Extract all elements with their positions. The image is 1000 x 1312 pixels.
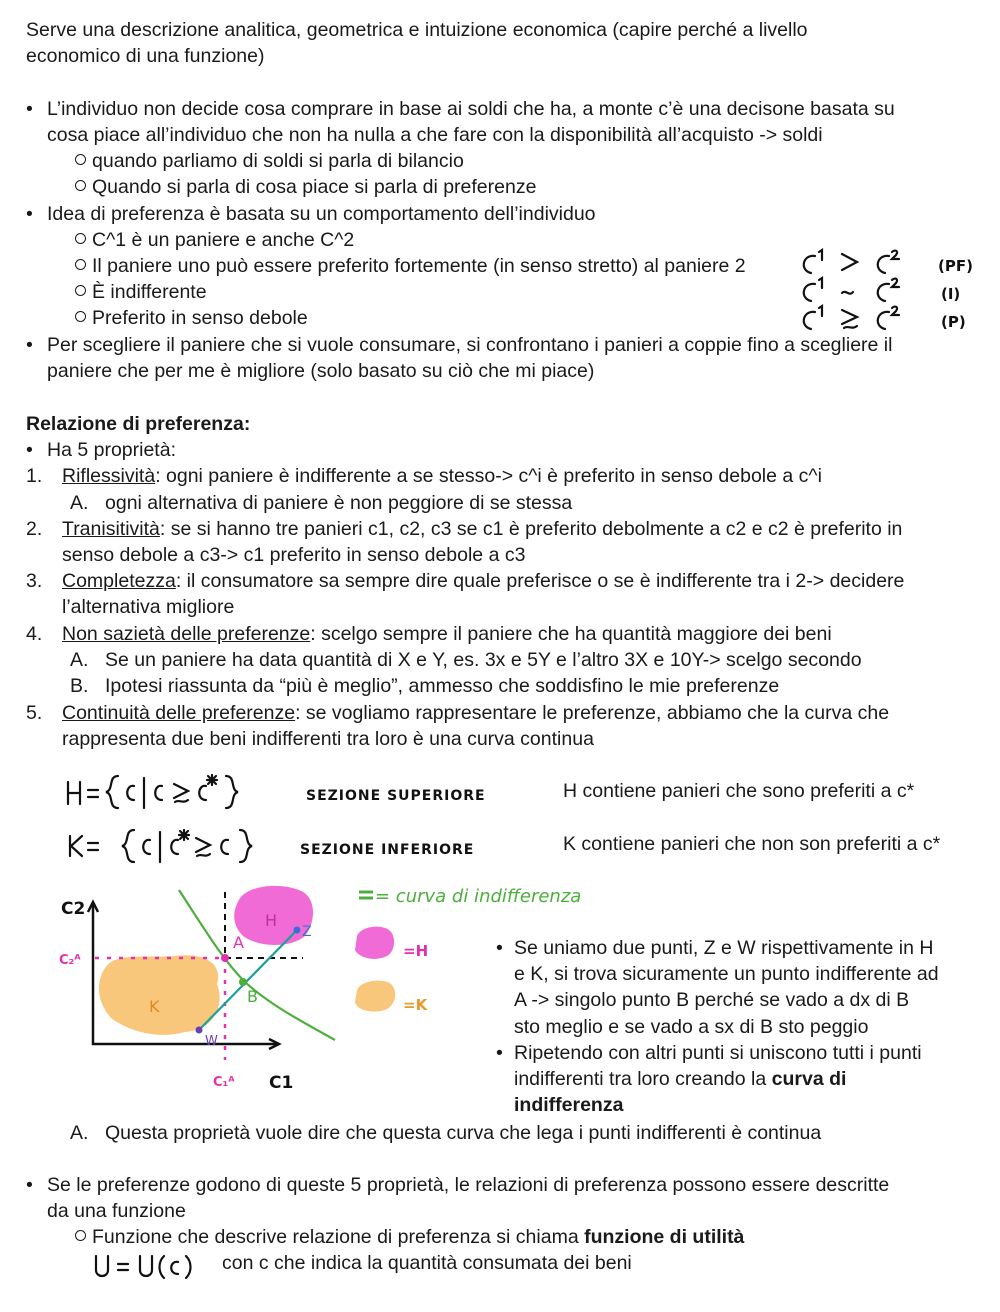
bullet-marker: • [26, 98, 33, 120]
label-z: Z [302, 924, 312, 940]
weak-preference-symbol [196, 838, 210, 856]
superscript-1 [819, 278, 822, 288]
bullet-3-line-2: paniere che per me è migliore (solo basato su ciò che mi piace) [47, 360, 595, 382]
sub-bullet-text: C^1 è un paniere e anche C^2 [92, 229, 355, 251]
point-z [294, 927, 301, 934]
indifference-symbol [842, 292, 853, 294]
letter-c [878, 256, 889, 273]
superscript-1 [819, 250, 822, 260]
circle-bullet-icon [75, 311, 86, 322]
sub-bullet [75, 253, 746, 279]
relation-tag: (P) [941, 313, 966, 331]
sub-bullet-text: Preferito in senso debole [92, 307, 308, 329]
label-w: W [205, 1034, 218, 1049]
sub-item-text: Ipotesi riassunta da “più è meglio”, ammesso che soddisfino le mie preferenze [105, 675, 780, 697]
c1a-label: C₁ᴬ [213, 1075, 235, 1090]
sub-bullet [75, 305, 308, 331]
property-name: Riflessività [62, 465, 156, 487]
intro-line-2: economico di una funzione) [26, 45, 265, 67]
sub-item-text: Se un paniere ha data quantità di X e Y, es. 3x e 5Y e l’altro 3X e 10Y-> scelgo secondo [105, 649, 862, 671]
bullet-marker: • [496, 1042, 503, 1064]
point-a [221, 954, 229, 962]
sub-bullet-text: Quando si parla di cosa piace si parla di preferenze [92, 176, 537, 198]
list-number: 3. [26, 570, 43, 592]
sub-bullet-text: È indifferente [92, 281, 207, 303]
bullet-4-line-2: da una funzione [47, 1200, 186, 1222]
circle-bullet-icon [75, 285, 86, 296]
superscript-2 [892, 279, 899, 287]
k-description: K contiene panieri che non son preferiti a c* [563, 833, 941, 855]
list-item [62, 463, 822, 489]
superscript-2 [892, 307, 899, 315]
letter-c [171, 840, 178, 854]
letter-c [199, 786, 206, 800]
property-name: Completezza [62, 570, 176, 592]
bullet-3-line-1: Per scegliere il paniere che si vuole consumare, si confrontano i panieri a coppie fino a scegliere il [47, 334, 893, 356]
bullet-marker: • [26, 1174, 33, 1196]
utility-note: con c che indica la quantità consumata dei beni [222, 1252, 632, 1274]
weak-preference-symbol [174, 784, 188, 802]
sub-letter: A. [70, 649, 89, 671]
paren-close [186, 1256, 191, 1278]
label-k: K [149, 997, 160, 1016]
strict-preference-symbol [842, 254, 857, 270]
y-axis-label: C2 [61, 899, 86, 919]
property-text: : ogni paniere è indifferente a se stesso-> c^i è preferito in senso debole a c^i [155, 465, 822, 487]
graph-text: e K, si trova sicuramente un punto indifferente ad [514, 963, 939, 985]
letter-c [171, 1262, 178, 1274]
list-number: 1. [26, 465, 43, 487]
letter-h [68, 782, 80, 804]
intro-line-1: Serve una descrizione analitica, geometrica e intuizione economica (capire perché a livello [26, 19, 808, 41]
right-brace [240, 830, 252, 862]
legend-curve-swatch [359, 892, 373, 898]
property-text: : il consumatore sa sempre dire quale preferisce o se è indifferente tra i 2-> decidere [175, 570, 905, 592]
sub-item-text: Questa proprietà vuole dire che questa curva che lega i punti indifferenti è continua [105, 1122, 822, 1144]
bullet-marker: • [26, 203, 33, 225]
label-b: B [247, 987, 258, 1006]
property-name: Continuità delle preferenze [62, 702, 296, 724]
h-description: H contiene panieri che sono preferiti a c* [563, 780, 915, 802]
letter-c [804, 256, 815, 273]
point-w [196, 1027, 203, 1034]
property-name: Non sazietà delle preferenze [62, 623, 311, 645]
letter-c [155, 786, 162, 800]
circle-bullet-icon [75, 154, 86, 165]
section-heading: Relazione di preferenza: [26, 413, 251, 435]
properties-intro: Ha 5 proprietà: [47, 439, 176, 461]
x-axis-label: C1 [269, 1073, 294, 1093]
bullet-1-line-2: cosa piace all’individuo che non ha nulla a che fare con la disponibilità all’acquisto -> soldi [47, 124, 823, 146]
list-number: 5. [26, 702, 43, 724]
label-h: H [265, 911, 278, 930]
letter-c [143, 840, 150, 854]
list-item [62, 700, 889, 726]
legend-curve-label: = curva di indifferenza [375, 886, 582, 907]
circle-bullet-icon [75, 233, 86, 244]
graph-text [514, 1066, 846, 1092]
property-name: Tranisitività [62, 518, 160, 540]
sub-bullet-text: quando parliamo di soldi si parla di bilancio [92, 150, 464, 172]
equals-sign [118, 1264, 128, 1270]
utility-formula [92, 1252, 212, 1282]
letter-c [878, 284, 889, 301]
superscript-2 [892, 251, 899, 259]
bullet-1-line-1: L’individuo non decide cosa comprare in base ai soldi che ha, a monte c’è una decisone basata su [47, 98, 895, 120]
letter-c [804, 312, 815, 329]
property-text: : se si hanno tre panieri c1, c2, c3 se c1 è preferito debolmente a c2 e c2 è preferito in [159, 518, 903, 540]
weak-preference-symbol [842, 310, 857, 328]
legend-k-label: =K [403, 996, 428, 1014]
property-text: : scelgo sempre il paniere che ha quantità maggiore dei beni [310, 623, 832, 645]
letter-c [878, 312, 889, 329]
property-text-cont: l’alternativa migliore [62, 596, 235, 618]
graph-text-part: indifferenti tra loro creando la [514, 1068, 772, 1090]
k-region [99, 955, 220, 1035]
circle-bullet-icon [75, 1230, 86, 1241]
legend-k-swatch [355, 981, 395, 1012]
legend-h-label: =H [403, 942, 429, 960]
relation-tag: (PF) [938, 257, 973, 275]
letter-c [127, 786, 134, 800]
sub-bullet [75, 279, 207, 305]
letter-c [221, 840, 228, 854]
point-b [239, 978, 247, 986]
paren-open [160, 1256, 165, 1278]
label-a: A [233, 933, 244, 952]
sub-bullet-text: Il paniere uno può essere preferito fortemente (in senso stretto) al paniere 2 [92, 255, 746, 277]
sub-bullet-bold: funzione di utilità [584, 1226, 745, 1248]
graph-text: sto meglio e se vado a sx di B sto peggio [514, 1016, 869, 1038]
sub-letter: A. [70, 1122, 89, 1144]
property-text-cont: rappresenta due beni indifferenti tra loro è una curva continua [62, 728, 594, 750]
relation-tag: (I) [941, 285, 961, 303]
bullet-4-line-1: Se le preferenze godono di queste 5 proprietà, le relazioni di preferenza possono essere descritte [47, 1174, 890, 1196]
left-brace [122, 830, 134, 862]
sub-item-text: ogni alternativa di paniere è non peggiore di se stessa [105, 492, 573, 514]
legend-h-swatch [355, 927, 394, 959]
graph-text-bold: curva di [771, 1068, 847, 1090]
superscript-1 [819, 306, 822, 316]
sub-bullet [75, 227, 354, 253]
graph-text: A -> singolo punto B perché se vado a dx di B [514, 989, 910, 1011]
property-text-cont: senso debole a c3-> c1 preferito in senso debole a c3 [62, 544, 526, 566]
property-text: : se vogliamo rappresentare le preferenze, abbiamo che la curva che [295, 702, 890, 724]
sub-bullet-text: Funzione che descrive relazione di preferenza si chiama [92, 1226, 585, 1248]
graph-text: Ripetendo con altri punti si uniscono tutti i punti [514, 1042, 922, 1064]
list-item [62, 568, 904, 594]
list-item [62, 516, 902, 542]
list-number: 4. [26, 623, 43, 645]
sub-bullet [75, 174, 536, 200]
equals-sign [88, 843, 98, 850]
set-definitions [60, 770, 540, 870]
bullet-marker: • [26, 439, 33, 461]
list-item [62, 621, 832, 647]
bullet-marker: • [496, 937, 503, 959]
letter-c [804, 284, 815, 301]
sub-letter: B. [70, 675, 89, 697]
letter-u [140, 1256, 152, 1276]
bullet-marker: • [26, 334, 33, 356]
lower-section-label: SEZIONE INFERIORE [300, 842, 475, 858]
graph-text: Se uniamo due punti, Z e W rispettivamente in H [514, 937, 934, 959]
sub-bullet [75, 148, 464, 174]
bullet-2-line-1: Idea di preferenza è basata su un comportamento dell’individuo [47, 203, 596, 225]
star-icon [179, 830, 189, 840]
sub-bullet [75, 1224, 744, 1250]
equals-sign [88, 790, 98, 797]
circle-bullet-icon [75, 259, 86, 270]
star-icon [207, 775, 217, 785]
c2a-label: C₂ᴬ [59, 953, 81, 968]
letter-k [70, 836, 82, 856]
list-number: 2. [26, 518, 43, 540]
upper-section-label: SEZIONE SUPERIORE [306, 788, 486, 804]
sub-letter: A. [70, 492, 89, 514]
left-brace [106, 776, 118, 808]
circle-bullet-icon [75, 180, 86, 191]
handwritten-relations [795, 248, 990, 332]
letter-u [96, 1256, 108, 1276]
graph-text-bold: indifferenza [514, 1094, 624, 1116]
right-brace [226, 776, 238, 808]
